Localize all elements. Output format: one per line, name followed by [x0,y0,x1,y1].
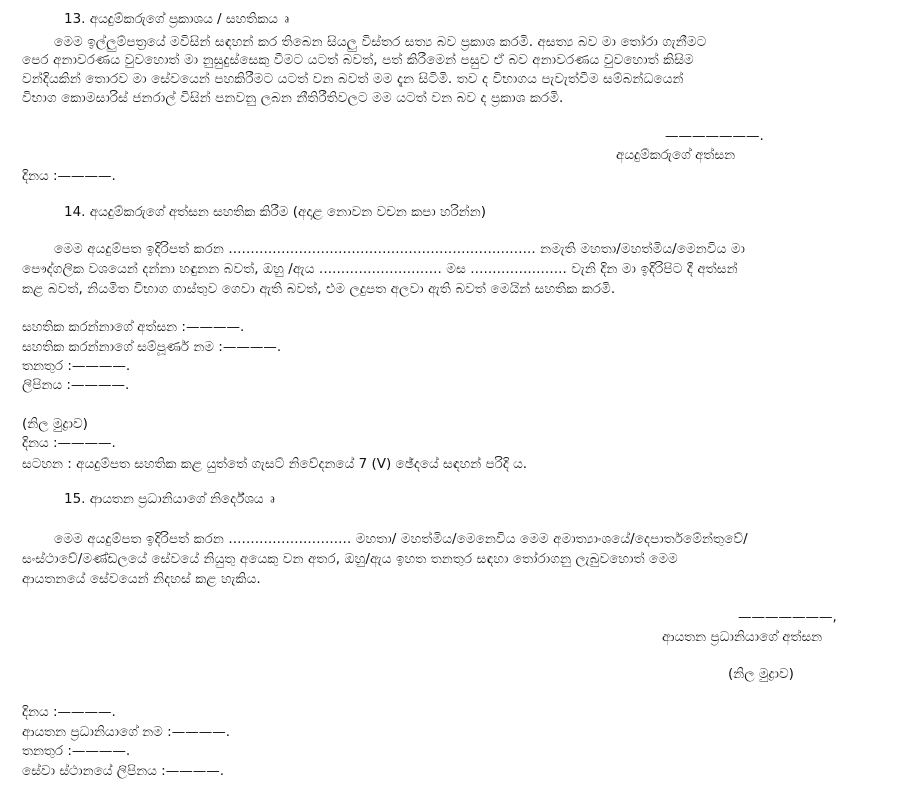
section-13-line-1: මෙම ඉල්ලුම්පත්‍රයේ මවිසින් සඳහන් කර තිබෙන සියලු විස්තර සත්‍ය බව ප්‍රකාශ කරමි. අසත්‍ය බව මා තෝරා ගැනීමට [54,34,707,50]
section-15-line-2: සංස්ථාවේ/මණ්ඩලයේ සේවයේ නියුතු අයෙකු වන අතර, ඔහු/ඇය ඉහත තනතුර සඳහා තෝරාගනු ලැබුවහොත් මෙම [22,551,678,567]
section-15-heading: 15. ආයතන ප්‍රධානියාගේ නිර්දේශය ෘ [64,491,275,507]
section-14-official-seal: (නිල මුද්‍රාව) [22,416,88,432]
head-designation-field: තනතුර :————. [22,743,131,759]
section-14-heading: 14. අයදුම්කරුගේ අත්සන සහතික කිරීම (අදාළ නොවන වචන කපා හරින්න) [64,204,486,220]
certifier-signature-field: සහතික කරන්නාගේ අත්සන :————. [22,319,245,335]
head-signature-label: ආයතන ප්‍රධානියාගේ අත්සන [662,629,823,645]
applicant-signature-line: ———————. [665,128,764,144]
head-name-field: ආයතන ප්‍රධානියාගේ නම :————. [22,724,230,740]
section-15-official-seal: (නිල මුද්‍රාව) [728,666,794,682]
section-14-line-1: මෙම අයදුම්පත ඉදිරිපත් කරන ...................................................................... නමැති මහතා/මහත්මිය/මෙනවිය මා [54,241,746,257]
certifier-full-name-field: සහතික කරන්නාගේ සම්පූර්ණ නම :————. [22,339,282,355]
certifier-address-field: ලිපිනය :————. [22,377,130,393]
section-14-date: දිනය :————. [22,435,116,451]
certifier-designation-field: තනතුර :————. [22,358,131,374]
head-signature-line: ———————, [738,609,837,625]
section-13-line-4: විභාග කොමසාරිස් ජනරාල් විසින් පනවනු ලබන නීතිරීතිවලට මම යටත් වන බව ද ප්‍රකාශ කරමි. [22,90,564,106]
applicant-signature-label: අයදුම්කරුගේ අත්සන [616,147,736,163]
section-14-line-2: පෞද්ගලික වශයෙන් දන්නා හඳුනන බවත්, ඔහු /ඇය ............................ මස ...................... වැනි දින මා ඉදිරිපිට දී අත්සන් [22,261,738,277]
section-13-line-2: පෙර අනාවරණය වුවහොත් මා නුසුදුස්සෙකු වීමට යටත් බවත්, පත් කිරීමෙන් පසුව ඒ බව අනාවරණය වුවහොත් කිසිම [22,52,694,68]
section-13-heading: 13. අයදුම්කරුගේ ප්‍රකාශය / සහතිකය ෘ [64,11,290,27]
section-14-line-3: කළ බවත්, නියමිත විභාග ගාස්තුව ගෙවා ඇති බවත්, එම ලදුපත අලවා ඇති බවත් මෙයින් සහතික කරමි. [22,281,616,297]
workplace-address-field: සේවා ස්ථානයේ ලිපිනය :————. [22,763,225,779]
head-date-field: දිනය :————. [22,704,116,720]
section-13-date: දිනය :————. [22,168,116,184]
section-15-line-1: මෙම අයදුම්පත ඉදිරිපත් කරන ............................ මහතා/ මහත්මිය/මෙනෙවිය මෙම අමාත්‍යාංශයේ/දෙපාර්තමේන්තුවේ/ [54,531,748,547]
section-15-line-3: ආයතනයේ සේවයෙන් නිදහස් කළ හැකිය. [22,571,261,587]
section-14-note: සටහන : අයදුම්පත සහතික කළ යුත්තේ ගැසට් නිවේදනයේ 7 (V) ඡේදයේ සඳහන් පරිදි ය. [22,456,528,472]
section-13-line-3: වන්දියකින් තොරව මා සේවයෙන් පහකිරීමට යටත් වන බවත් මම දැන සිටිමි. තව ද විභාගය පැවැත්වීම සම්බන්ධයෙන් [22,71,684,87]
